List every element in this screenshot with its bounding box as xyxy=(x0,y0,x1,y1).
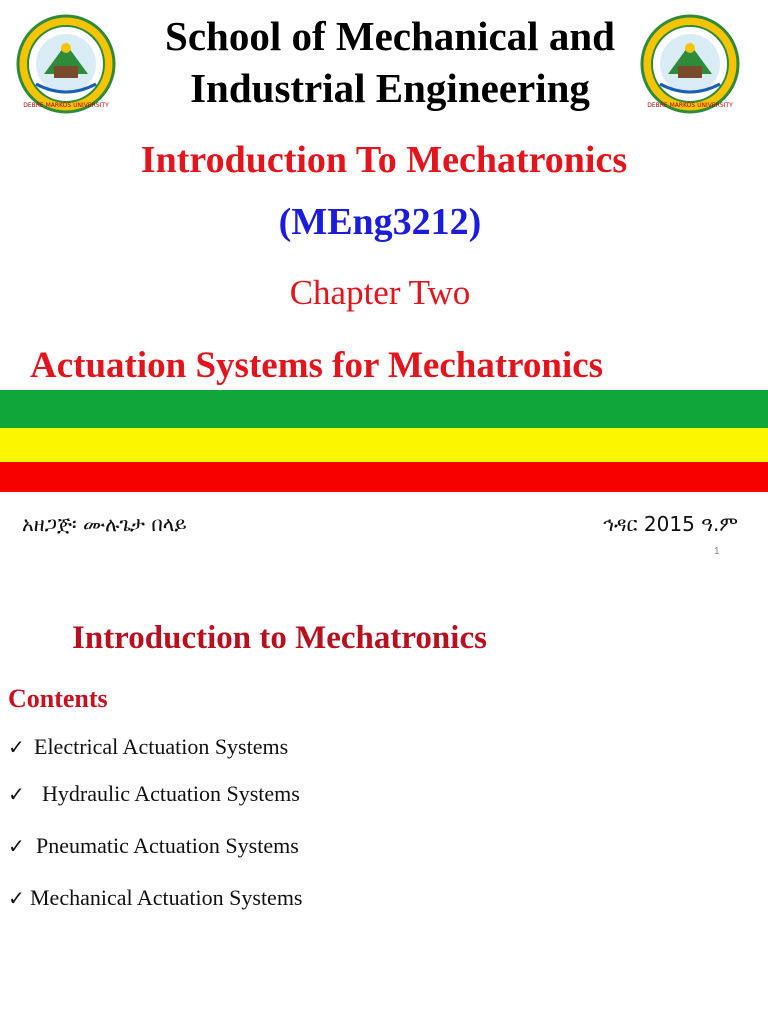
list-item-label: Pneumatic Actuation Systems xyxy=(36,833,299,858)
flag-yellow-stripe xyxy=(0,428,768,462)
ethiopian-flag-stripes xyxy=(0,390,768,492)
school-title-line-1: School of Mechanical and xyxy=(165,13,615,59)
date-line: ኅዳር 2015 ዓ.ም xyxy=(602,512,738,536)
svg-text:DEBRE MARKOS UNIVERSITY: DEBRE MARKOS UNIVERSITY xyxy=(647,102,733,109)
contents-heading: Contents xyxy=(8,684,108,713)
svg-text:DEBRE MARKOS UNIVERSITY: DEBRE MARKOS UNIVERSITY xyxy=(23,102,109,109)
slide-title: Introduction to Mechatronics xyxy=(72,620,487,656)
chapter-title: Actuation Systems for Mechatronics xyxy=(30,345,604,386)
checkmark-icon: ✓ xyxy=(8,782,25,806)
list-item-label: Electrical Actuation Systems xyxy=(34,734,289,759)
list-item xyxy=(8,831,299,861)
school-title-line-2: Industrial Engineering xyxy=(190,65,590,111)
checkmark-icon: ✓ xyxy=(8,834,25,858)
university-seal-icon xyxy=(16,14,116,114)
list-item-label: Hydraulic Actuation Systems xyxy=(42,781,300,806)
contents-slide xyxy=(0,580,768,1024)
school-title xyxy=(110,10,670,114)
flag-red-stripe xyxy=(0,462,768,492)
list-item-label: Mechanical Actuation Systems xyxy=(30,885,303,910)
course-code: (MEng3212) xyxy=(278,201,482,243)
checkmark-icon: ✓ xyxy=(8,735,25,759)
checkmark-icon: ✓ xyxy=(8,886,25,910)
chapter-label: Chapter Two xyxy=(289,273,471,312)
author-line: አዘጋጅ፡ ሙሉጌታ በላይ xyxy=(22,512,187,536)
flag-green-stripe xyxy=(0,390,768,428)
list-item xyxy=(8,883,303,913)
page-number: 1 xyxy=(714,546,720,557)
course-title: Introduction To Mechatronics xyxy=(140,139,628,181)
list-item xyxy=(8,732,288,762)
list-item xyxy=(8,779,300,809)
